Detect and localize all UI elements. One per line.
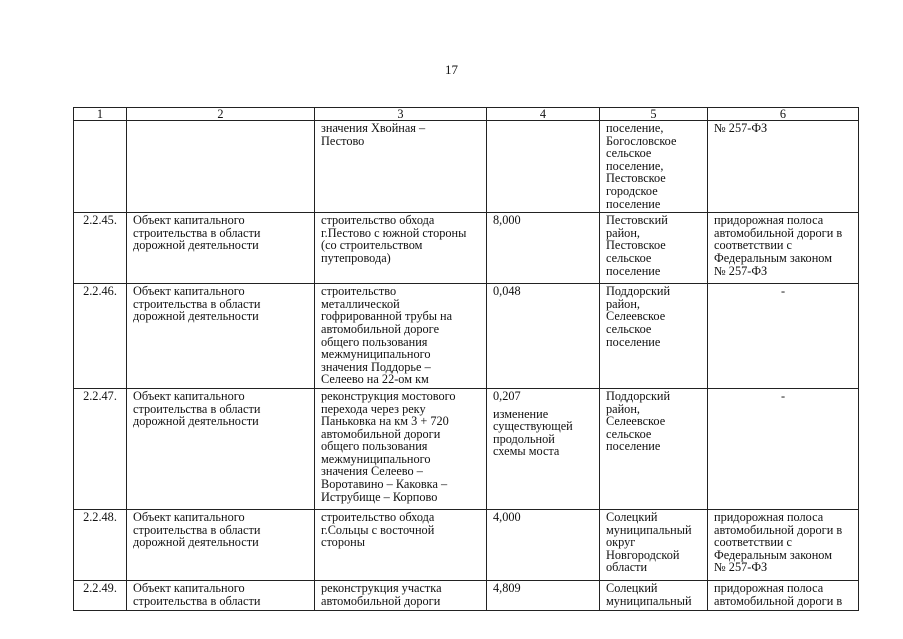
location-cell xyxy=(600,388,708,509)
purpose-cell xyxy=(315,580,487,610)
length-cell xyxy=(487,213,600,284)
text-line: 0,048 xyxy=(493,284,521,299)
text-line: Пестовское xyxy=(606,238,666,253)
text-line: поселение, xyxy=(606,158,664,173)
text-line: строительства в области xyxy=(133,401,261,416)
planning-table xyxy=(73,107,859,611)
column-number-4: 4 xyxy=(487,108,600,121)
text-line: дорожной деятельности xyxy=(133,414,259,429)
text-line: поселение xyxy=(606,439,661,454)
object-type-cell xyxy=(127,213,315,284)
table-row xyxy=(74,580,859,610)
object-type-cell xyxy=(127,509,315,580)
length-note-line: продольной xyxy=(493,431,555,446)
text-line: реконструкция участка xyxy=(321,580,442,595)
row-number-cell xyxy=(74,121,127,213)
text-line: автомобильной дороги в xyxy=(714,522,843,537)
text-line: Солецкий xyxy=(606,509,658,524)
text-line: Пестовское xyxy=(606,171,666,186)
text-line: Объект капитального xyxy=(133,580,245,595)
column-number-1: 1 xyxy=(74,108,127,121)
zone-cell xyxy=(708,121,859,213)
length-note-line: изменение xyxy=(493,406,549,421)
object-type-cell xyxy=(127,580,315,610)
text-line: стороны xyxy=(321,535,365,550)
length-cell xyxy=(487,388,600,509)
location-cell xyxy=(600,509,708,580)
object-type-cell xyxy=(127,284,315,389)
text-line: - xyxy=(780,284,786,299)
column-number-2: 2 xyxy=(127,108,315,121)
length-note-line: существующей xyxy=(493,419,573,434)
text-line: № 257-ФЗ xyxy=(714,263,768,278)
zone-cell xyxy=(708,509,859,580)
text-line: городское xyxy=(606,183,658,198)
location-cell xyxy=(600,580,708,610)
text-line: межмуниципального xyxy=(321,347,431,362)
text-line: значения Хвойная – xyxy=(321,121,426,135)
text-line: Федеральным законом xyxy=(714,547,832,562)
zone-cell xyxy=(708,580,859,610)
page-number: 17 xyxy=(445,62,458,77)
text-line: общего пользования xyxy=(321,439,428,454)
text-line: автомобильной дороги xyxy=(321,593,441,608)
length-cell xyxy=(487,121,600,213)
purpose-cell xyxy=(315,509,487,580)
row-number-cell: 2.2.48. xyxy=(74,509,127,580)
location-cell xyxy=(600,213,708,284)
text-line: г.Сольцы с восточной xyxy=(321,522,435,537)
text-line: придорожная полоса xyxy=(714,509,824,524)
text-line: автомобильной дороги xyxy=(321,426,441,441)
column-number-6: 6 xyxy=(708,108,859,121)
text-line: общего пользования xyxy=(321,334,428,349)
text-line: сельское xyxy=(606,426,652,441)
zone-cell xyxy=(708,213,859,284)
text-line: - xyxy=(780,388,786,403)
text-line: Селеево на 22-ом км xyxy=(321,372,429,387)
text-line: Федеральным законом xyxy=(714,250,832,265)
length-note-line: схемы моста xyxy=(493,444,560,459)
text-line: строительства в области xyxy=(133,593,261,608)
text-line: автомобильной дороге xyxy=(321,321,440,336)
row-number-cell: 2.2.47. xyxy=(74,388,127,509)
text-line: район, xyxy=(606,225,640,240)
text-line: № 257-ФЗ xyxy=(714,121,768,135)
text-line: Паньковка на км 3 + 720 xyxy=(321,414,449,429)
purpose-cell xyxy=(315,121,487,213)
row-number-cell: 2.2.49. xyxy=(74,580,127,610)
text-line: соответствии с xyxy=(714,238,793,253)
text-line: Пестово xyxy=(321,133,365,148)
text-line: строительства в области xyxy=(133,522,261,537)
text-line: гофрированной трубы на xyxy=(321,309,453,324)
text-line: (со строительством xyxy=(321,238,423,253)
text-line: Пестовский xyxy=(606,213,668,228)
text-line: 0,207 xyxy=(493,388,521,403)
text-line: дорожной деятельности xyxy=(133,309,259,324)
text-line: поселение, xyxy=(606,121,664,135)
text-line: район, xyxy=(606,401,640,416)
table-row xyxy=(74,121,859,213)
text-line: автомобильной дороги в xyxy=(714,225,843,240)
purpose-cell xyxy=(315,284,487,389)
text-line: строительство xyxy=(321,284,397,299)
text-line: Селеевское xyxy=(606,309,666,324)
text-line: строительство обхода xyxy=(321,213,435,228)
location-cell xyxy=(600,284,708,389)
text-line: сельское xyxy=(606,250,652,265)
text-line: значения Поддорье – xyxy=(321,359,431,374)
text-line: межмуниципального xyxy=(321,451,431,466)
text-line: перехода через реку xyxy=(321,401,426,416)
text-line: Поддорский xyxy=(606,284,671,299)
text-line: дорожной деятельности xyxy=(133,238,259,253)
text-line: реконструкция мостового xyxy=(321,388,456,403)
column-number-3: 3 xyxy=(315,108,487,121)
length-cell xyxy=(487,509,600,580)
text-line: № 257-ФЗ xyxy=(714,560,768,575)
text-line: Объект капитального xyxy=(133,213,245,228)
object-type-cell xyxy=(127,121,315,213)
text-line: сельское xyxy=(606,146,652,161)
text-line: автомобильной дороги в xyxy=(714,593,843,608)
text-line: поселение xyxy=(606,334,661,349)
row-number-cell: 2.2.46. xyxy=(74,284,127,389)
table-row xyxy=(74,388,859,509)
text-line: Богословское xyxy=(606,133,677,148)
text-line: Объект капитального xyxy=(133,509,245,524)
text-line: области xyxy=(606,560,648,575)
text-line: поселение xyxy=(606,263,661,278)
column-number-5: 5 xyxy=(600,108,708,121)
text-line: путепровода) xyxy=(321,250,391,265)
text-line: придорожная полоса xyxy=(714,213,824,228)
text-line: Новгородской xyxy=(606,547,680,562)
text-line: поселение xyxy=(606,196,661,211)
text-line: дорожной деятельности xyxy=(133,535,259,550)
text-line: строительства в области xyxy=(133,225,261,240)
purpose-cell xyxy=(315,213,487,284)
zone-cell xyxy=(708,284,859,389)
table-row xyxy=(74,284,859,389)
text-line: муниципальный xyxy=(606,593,692,608)
text-line: округ xyxy=(606,535,636,550)
text-line: строительства в области xyxy=(133,296,261,311)
zone-cell xyxy=(708,388,859,509)
text-line: Селеевское xyxy=(606,414,666,429)
text-line: муниципальный xyxy=(606,522,692,537)
text-line: г.Пестово с южной стороны xyxy=(321,225,467,240)
location-cell xyxy=(600,121,708,213)
text-line: Воротавино – Каковка – xyxy=(321,477,448,492)
text-line: 8,000 xyxy=(493,213,521,228)
text-line: сельское xyxy=(606,321,652,336)
text-line: Поддорский xyxy=(606,388,671,403)
length-cell xyxy=(487,580,600,610)
length-cell xyxy=(487,284,600,389)
text-line: Солецкий xyxy=(606,580,658,595)
object-type-cell xyxy=(127,388,315,509)
text-line: Объект капитального xyxy=(133,284,245,299)
text-line: значения Селеево – xyxy=(321,464,423,479)
text-line: металлической xyxy=(321,296,400,311)
text-line: придорожная полоса xyxy=(714,580,824,595)
table-header-row xyxy=(74,108,859,121)
text-line: соответствии с xyxy=(714,535,793,550)
table-row xyxy=(74,213,859,284)
text-line: Объект капитального xyxy=(133,388,245,403)
text-line: район, xyxy=(606,296,640,311)
text-line: 4,809 xyxy=(493,580,521,595)
row-number-cell: 2.2.45. xyxy=(74,213,127,284)
table-row xyxy=(74,509,859,580)
text-line: строительство обхода xyxy=(321,509,435,524)
text-line: Иструбище – Корпово xyxy=(321,489,438,504)
text-line: 4,000 xyxy=(493,509,521,524)
purpose-cell xyxy=(315,388,487,509)
